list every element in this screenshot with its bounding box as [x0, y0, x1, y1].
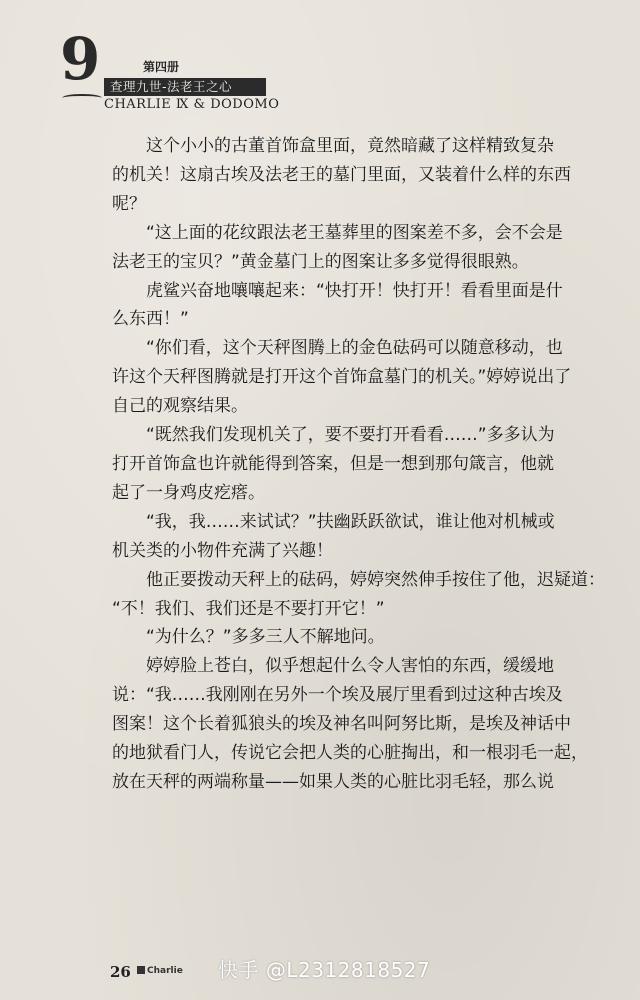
text-line: 放在天秤的两端称量——如果人类的心脏比羽毛轻，那么说	[112, 771, 554, 792]
chapter-header	[60, 25, 280, 116]
story-text	[112, 132, 632, 797]
volume-number: 9	[60, 25, 101, 93]
text-line: “既然我们发现机关了，要不要打开看看……”多多认为	[146, 425, 555, 446]
text-line: 婷婷脸上苍白，似乎想起什么令人害怕的东西，缓缓地	[146, 656, 554, 677]
text-line: 自己的观察结果。	[112, 396, 248, 417]
text-line: 机关类的小物件充满了兴趣！	[112, 540, 333, 561]
text-line: “不！我们、我们还是不要打开它！”	[112, 598, 385, 619]
watermark: 快手 @L2312818527	[218, 958, 431, 982]
text-line: “我，我……来试试？”扶幽跃跃欲试，谁让他对机械或	[146, 511, 555, 532]
series-subtitle: CHARLIE Ⅸ & DODOMO	[104, 97, 280, 112]
volume-book-label: 第四册	[143, 60, 180, 74]
text-line: 法老王的宝贝？”黄金墓门上的图案让多多觉得很眼熟。	[112, 251, 529, 272]
text-line: 的地狱看门人，传说它会把人类的心脏掏出，和一根羽毛一起，	[112, 743, 588, 764]
brand-name: Charlie	[147, 966, 183, 976]
text-line: 打开首饰盒也许就能得到答案，但是一想到那句箴言，他就	[112, 453, 554, 474]
text-line: 呢？	[112, 193, 146, 214]
text-line: 虎鲨兴奋地嚷嚷起来：“快打开！快打开！看看里面是什	[146, 280, 563, 301]
text-line: 说：“我……我刚刚在另外一个埃及展厅里看到过这种古埃及	[112, 685, 563, 706]
series-title: 查理九世-法老王之心	[104, 78, 266, 96]
text-line: 么东西！”	[112, 309, 189, 330]
text-line: 这个小小的古董首饰盒里面，竟然暗藏了这样精致复杂	[146, 136, 554, 156]
text-line: “你们看，这个天秤图腾上的金色砝码可以随意移动，也	[146, 338, 563, 359]
text-line: 他正要拨动天秤上的砝码，婷婷突然伸手按住了他，迟疑道：	[146, 569, 605, 590]
page-number: 26	[110, 963, 131, 981]
brand-square-icon	[137, 966, 145, 974]
text-line: 许这个天秤图腾就是打开这个首饰盒墓门的机关。”婷婷说出了	[112, 367, 572, 388]
text-line: 图案！这个长着狐狼头的埃及神名叫阿努比斯，是埃及神话中	[112, 714, 571, 735]
text-line: “为什么？”多多三人不解地问。	[146, 627, 385, 648]
text-line: “这上面的花纹跟法老王墓葬里的图案差不多，会不会是	[146, 222, 563, 243]
brand-mark	[137, 966, 183, 976]
text-line: 的机关！这扇古埃及法老王的墓门里面，又装着什么样的东西	[112, 164, 571, 185]
text-line: 起了一身鸡皮疙瘩。	[112, 482, 265, 503]
flourish-ornament-icon	[62, 94, 102, 102]
